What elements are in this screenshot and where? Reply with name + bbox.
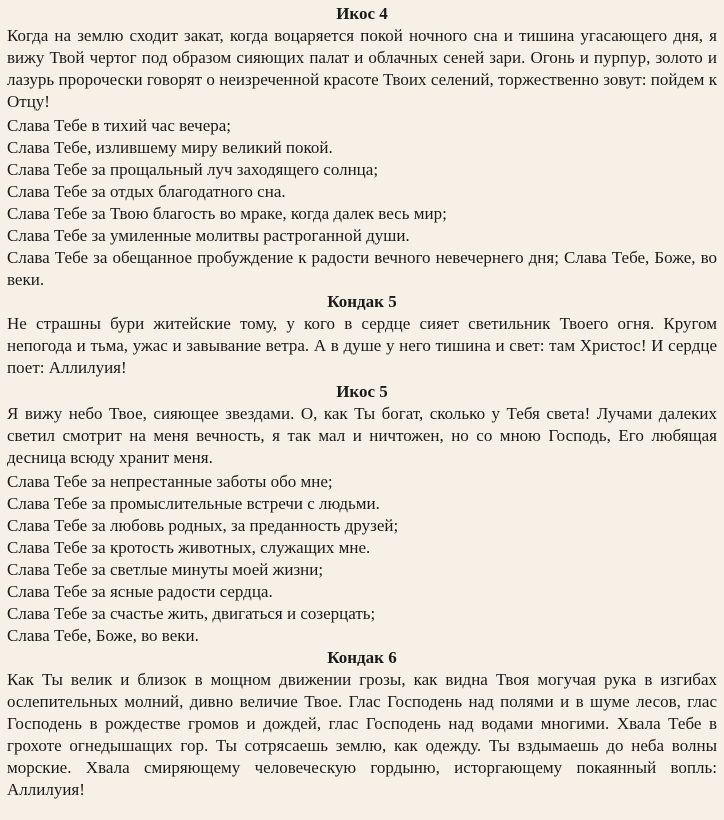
section-ikos-5	[7, 381, 717, 647]
praise-line: Слава Тебе, излившему миру великий покой.	[7, 138, 333, 157]
praise-line: Слава Тебе за отдых благодатного сна.	[7, 182, 286, 201]
praise-line: Слава Тебе за умиленные молитвы растроганной души.	[7, 226, 410, 245]
section-heading: Икос 5	[336, 382, 388, 401]
praise-line: Слава Тебе за кротость животных, служащих мне.	[7, 538, 371, 557]
praise-line: Слава Тебе за прощальный луч заходящего солнца;	[7, 160, 379, 179]
praise-line: Слава Тебе за Твою благость во мраке, когда далек весь мир;	[7, 204, 447, 223]
praise-line: Слава Тебе за любовь родных, за преданность друзей;	[7, 516, 399, 535]
praise-line: Слава Тебе в тихий час вечера;	[7, 116, 232, 135]
section-heading: Кондак 5	[327, 292, 397, 311]
praise-line: Слава Тебе, Боже, во веки.	[7, 626, 199, 645]
praise-line: Слава Тебе за ясные радости сердца.	[7, 582, 273, 601]
section-paragraph: Не страшны бури житейские тому, у кого в сердце сияет светильник Твоего огня. Кругом непогода и тьма, ужас и завывание ветра. А в душе у него тишина и свет: там Христос! И сердце поет: Аллилуия!	[7, 314, 717, 377]
section-paragraph: Как Ты велик и близок в мощном движении грозы, как видна Твоя могучая рука в изгибах ослепительных молний, дивно величие Твое. Глас Господень над полями и в шуме лесов, глас Господень в рождестве громов и дождей, глас Господень над водами многими. Хвала Тебе в грохоте огнедышащих гор. Ты сотрясаешь землю, как одежду. Ты вздымаешь до неба волны морские. Хвала смиряющему человеческую гордыню, исторгающему покаянный вопль: Аллилуия!	[7, 670, 717, 799]
praise-line: Слава Тебе за счастье жить, двигаться и созерцать;	[7, 604, 376, 623]
praise-line: Слава Тебе за обещанное пробуждение к радости вечного невечернего дня; Слава Тебе, Боже, во веки.	[7, 248, 717, 289]
section-kondak-6	[7, 647, 717, 801]
praise-line: Слава Тебе за промыслительные встречи с людьми.	[7, 494, 380, 513]
praise-line: Слава Тебе за непрестанные заботы обо мне;	[7, 472, 333, 491]
praise-line: Слава Тебе за светлые минуты моей жизни;	[7, 560, 324, 579]
section-heading: Кондак 6	[327, 648, 397, 667]
section-heading: Икос 4	[336, 4, 388, 23]
section-ikos-4	[7, 3, 717, 291]
section-kondak-5	[7, 291, 717, 379]
section-paragraph: Когда на землю сходит закат, когда воцаряется покой ночного сна и тишина угасающего дня, я вижу Твой чертог под образом сияющих палат и облачных сеней зари. Огонь и пурпур, золото и лазурь пророчески говорят о неизреченной красоте Твоих селений, торжественно зовут: пойдем к Отцу!	[7, 26, 717, 111]
section-paragraph: Я вижу небо Твое, сияющее звездами. О, как Ты богат, сколько у Тебя света! Лучами далеких светил смотрит на меня вечность, я так мал и ничтожен, но со мною Господь, Его любящая десница всюду хранит меня.	[7, 404, 717, 467]
